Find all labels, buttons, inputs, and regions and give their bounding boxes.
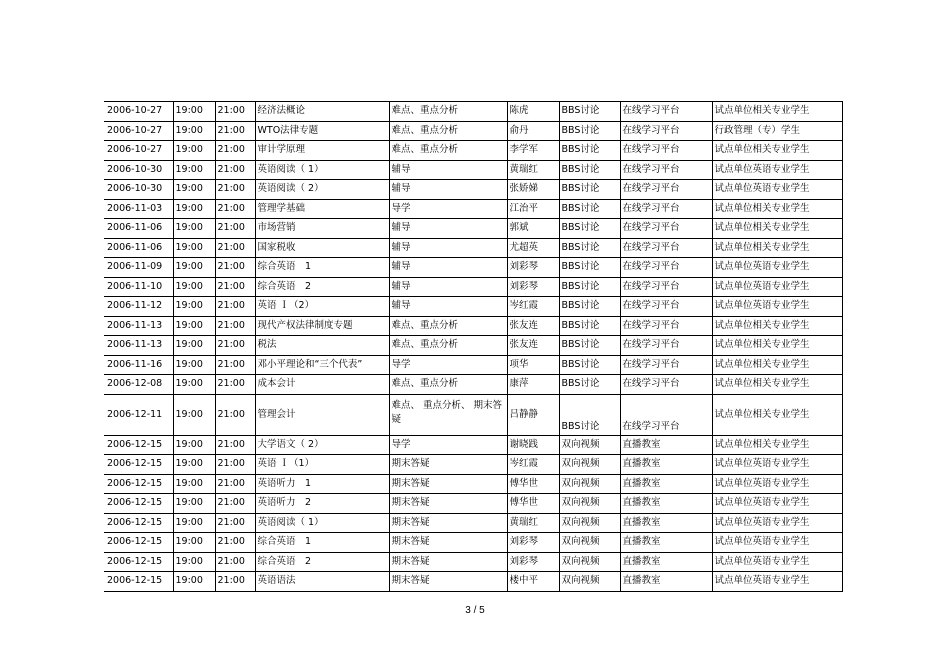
- date-cell: 2006-11-09: [104, 258, 173, 278]
- audience-cell: 试点单位英语专业学生: [712, 258, 842, 278]
- teacher-cell: 李学军: [507, 141, 559, 161]
- table-row: [104, 552, 842, 572]
- end-time-cell: 21:00: [215, 102, 255, 122]
- teacher-cell: 张友连: [507, 336, 559, 356]
- end-time-cell: 21:00: [215, 180, 255, 200]
- course-cell: 大学语文（ 2）: [255, 435, 389, 455]
- table-row: [104, 513, 842, 533]
- audience-cell: 试点单位相关专业学生: [712, 141, 842, 161]
- date-cell: 2006-11-12: [104, 297, 173, 317]
- audience-cell: 试点单位英语专业学生: [712, 180, 842, 200]
- page-number: 3 / 5: [465, 605, 485, 616]
- date-cell: 2006-11-13: [104, 316, 173, 336]
- method-cell: 双向视频: [559, 474, 620, 494]
- course-cell: 英语 Ｉ（1）: [255, 455, 389, 475]
- end-time-cell: 21:00: [215, 513, 255, 533]
- date-cell: 2006-12-15: [104, 513, 173, 533]
- method-cell: 双向视频: [559, 513, 620, 533]
- date-cell: 2006-12-15: [104, 572, 173, 592]
- method-cell: 双向视频: [559, 552, 620, 572]
- audience-cell: 试点单位相关专业学生: [712, 336, 842, 356]
- audience-cell: 行政管理（专）学生: [712, 121, 842, 141]
- date-cell: 2006-12-15: [104, 552, 173, 572]
- teacher-cell: 康萍: [507, 375, 559, 395]
- end-time-cell: 21:00: [215, 121, 255, 141]
- content-cell: 期末答疑: [389, 474, 507, 494]
- method-cell: BBS讨论: [559, 336, 620, 356]
- course-cell: 管理会计: [255, 394, 389, 435]
- venue-cell: 直播教室: [620, 513, 712, 533]
- audience-cell: 试点单位相关专业学生: [712, 375, 842, 395]
- start-time-cell: 19:00: [173, 474, 215, 494]
- audience-cell: 试点单位英语专业学生: [712, 297, 842, 317]
- content-cell: 难点、 重点分析、 期末答疑: [389, 394, 507, 435]
- end-time-cell: 21:00: [215, 455, 255, 475]
- table-row: [104, 394, 842, 435]
- end-time-cell: 21:00: [215, 336, 255, 356]
- start-time-cell: 19:00: [173, 572, 215, 592]
- table-row: [104, 455, 842, 475]
- audience-cell: 试点单位相关专业学生: [712, 316, 842, 336]
- method-cell: 双向视频: [559, 533, 620, 553]
- end-time-cell: 21:00: [215, 375, 255, 395]
- venue-cell: 在线学习平台: [620, 375, 712, 395]
- content-cell: 难点、重点分析: [389, 316, 507, 336]
- method-cell: BBS讨论: [559, 121, 620, 141]
- date-cell: 2006-11-06: [104, 219, 173, 239]
- teacher-cell: 吕静静: [507, 394, 559, 435]
- teacher-cell: 刘彩琴: [507, 277, 559, 297]
- course-cell: 成本会计: [255, 375, 389, 395]
- teacher-cell: 傅华世: [507, 494, 559, 514]
- course-cell: 综合英语 1: [255, 258, 389, 278]
- course-cell: 综合英语 2: [255, 552, 389, 572]
- date-cell: 2006-12-15: [104, 455, 173, 475]
- course-cell: WTO法律专题: [255, 121, 389, 141]
- teacher-cell: 楼中平: [507, 572, 559, 592]
- audience-cell: 试点单位英语专业学生: [712, 160, 842, 180]
- table-row: [104, 141, 842, 161]
- teacher-cell: 岑红霞: [507, 297, 559, 317]
- end-time-cell: 21:00: [215, 199, 255, 219]
- venue-cell: 直播教室: [620, 552, 712, 572]
- course-cell: 英语语法: [255, 572, 389, 592]
- content-cell: 期末答疑: [389, 552, 507, 572]
- audience-cell: 试点单位英语专业学生: [712, 552, 842, 572]
- venue-cell: 在线学习平台: [620, 336, 712, 356]
- table-row: [104, 277, 842, 297]
- venue-cell: 在线学习平台: [620, 121, 712, 141]
- method-cell: BBS讨论: [559, 199, 620, 219]
- end-time-cell: 21:00: [215, 394, 255, 435]
- table-row: [104, 474, 842, 494]
- table-row: [104, 160, 842, 180]
- end-time-cell: 21:00: [215, 435, 255, 455]
- method-cell: BBS讨论: [559, 258, 620, 278]
- teacher-cell: 郭斌: [507, 219, 559, 239]
- content-cell: 辅导: [389, 277, 507, 297]
- course-cell: 英语 Ｉ（2）: [255, 297, 389, 317]
- start-time-cell: 19:00: [173, 455, 215, 475]
- content-cell: 难点、重点分析: [389, 375, 507, 395]
- date-cell: 2006-12-15: [104, 533, 173, 553]
- course-cell: 英语阅读（ 2）: [255, 180, 389, 200]
- date-cell: 2006-11-06: [104, 238, 173, 258]
- course-cell: 经济法概论: [255, 102, 389, 122]
- end-time-cell: 21:00: [215, 258, 255, 278]
- date-cell: 2006-10-27: [104, 141, 173, 161]
- teacher-cell: 张友连: [507, 316, 559, 336]
- end-time-cell: 21:00: [215, 238, 255, 258]
- end-time-cell: 21:00: [215, 572, 255, 592]
- date-cell: 2006-12-11: [104, 394, 173, 435]
- audience-cell: 试点单位英语专业学生: [712, 474, 842, 494]
- course-cell: 英语听力 1: [255, 474, 389, 494]
- audience-cell: 试点单位相关专业学生: [712, 355, 842, 375]
- content-cell: 辅导: [389, 180, 507, 200]
- venue-cell: 在线学习平台: [620, 219, 712, 239]
- method-cell: BBS讨论: [559, 238, 620, 258]
- method-cell: BBS讨论: [559, 316, 620, 336]
- schedule-table: [104, 101, 843, 592]
- venue-cell: 在线学习平台: [620, 238, 712, 258]
- teacher-cell: 刘彩琴: [507, 533, 559, 553]
- table-row: [104, 533, 842, 553]
- start-time-cell: 19:00: [173, 336, 215, 356]
- course-cell: 市场营销: [255, 219, 389, 239]
- method-cell: BBS讨论: [559, 219, 620, 239]
- teacher-cell: 尤超英: [507, 238, 559, 258]
- content-cell: 难点、重点分析: [389, 121, 507, 141]
- table-row: [104, 316, 842, 336]
- teacher-cell: 陈虎: [507, 102, 559, 122]
- venue-cell: 在线学习平台: [620, 316, 712, 336]
- content-cell: 辅导: [389, 238, 507, 258]
- table-row: [104, 494, 842, 514]
- start-time-cell: 19:00: [173, 435, 215, 455]
- method-cell: BBS讨论: [559, 277, 620, 297]
- method-cell: BBS讨论: [559, 160, 620, 180]
- start-time-cell: 19:00: [173, 513, 215, 533]
- teacher-cell: 谢晓践: [507, 435, 559, 455]
- course-cell: 英语阅读（ 1）: [255, 513, 389, 533]
- audience-cell: 试点单位英语专业学生: [712, 533, 842, 553]
- end-time-cell: 21:00: [215, 474, 255, 494]
- end-time-cell: 21:00: [215, 160, 255, 180]
- venue-cell: 在线学习平台: [620, 355, 712, 375]
- content-cell: 期末答疑: [389, 513, 507, 533]
- start-time-cell: 19:00: [173, 160, 215, 180]
- course-cell: 管理学基础: [255, 199, 389, 219]
- teacher-cell: 刘彩琴: [507, 552, 559, 572]
- table-row: [104, 572, 842, 592]
- venue-cell: 直播教室: [620, 533, 712, 553]
- audience-cell: 试点单位英语专业学生: [712, 494, 842, 514]
- audience-cell: 试点单位英语专业学生: [712, 572, 842, 592]
- table-row: [104, 102, 842, 122]
- content-cell: 期末答疑: [389, 533, 507, 553]
- method-cell: 双向视频: [559, 455, 620, 475]
- audience-cell: 试点单位相关专业学生: [712, 435, 842, 455]
- venue-cell: 在线学习平台: [620, 258, 712, 278]
- date-cell: 2006-11-16: [104, 355, 173, 375]
- method-cell: 双向视频: [559, 435, 620, 455]
- date-cell: 2006-12-08: [104, 375, 173, 395]
- table-row: [104, 238, 842, 258]
- content-cell: 辅导: [389, 219, 507, 239]
- content-cell: 辅导: [389, 160, 507, 180]
- end-time-cell: 21:00: [215, 494, 255, 514]
- start-time-cell: 19:00: [173, 375, 215, 395]
- date-cell: 2006-10-27: [104, 121, 173, 141]
- method-cell: BBS讨论: [559, 102, 620, 122]
- end-time-cell: 21:00: [215, 355, 255, 375]
- table-row: [104, 355, 842, 375]
- venue-cell: 在线学习平台: [620, 102, 712, 122]
- course-cell: 国家税收: [255, 238, 389, 258]
- start-time-cell: 19:00: [173, 494, 215, 514]
- start-time-cell: 19:00: [173, 102, 215, 122]
- method-cell: BBS讨论: [559, 375, 620, 395]
- end-time-cell: 21:00: [215, 219, 255, 239]
- course-cell: 邓小平理论和“三个代表”: [255, 355, 389, 375]
- venue-cell: 在线学习平台: [620, 160, 712, 180]
- content-cell: 辅导: [389, 297, 507, 317]
- content-cell: 难点、重点分析: [389, 102, 507, 122]
- end-time-cell: 21:00: [215, 533, 255, 553]
- method-cell: BBS讨论: [559, 297, 620, 317]
- date-cell: 2006-10-30: [104, 160, 173, 180]
- teacher-cell: 傅华世: [507, 474, 559, 494]
- table-row: [104, 180, 842, 200]
- date-cell: 2006-11-03: [104, 199, 173, 219]
- course-cell: 英语听力 2: [255, 494, 389, 514]
- date-cell: 2006-12-15: [104, 435, 173, 455]
- table-row: [104, 199, 842, 219]
- end-time-cell: 21:00: [215, 297, 255, 317]
- table-row: [104, 297, 842, 317]
- teacher-cell: 黄瑞红: [507, 513, 559, 533]
- schedule-body: [104, 102, 842, 592]
- start-time-cell: 19:00: [173, 355, 215, 375]
- audience-cell: 试点单位相关专业学生: [712, 219, 842, 239]
- date-cell: 2006-11-10: [104, 277, 173, 297]
- end-time-cell: 21:00: [215, 552, 255, 572]
- table-row: [104, 121, 842, 141]
- method-cell: BBS讨论: [559, 180, 620, 200]
- venue-cell: 直播教室: [620, 494, 712, 514]
- venue-cell: 直播教室: [620, 572, 712, 592]
- method-cell: BBS讨论: [559, 355, 620, 375]
- start-time-cell: 19:00: [173, 238, 215, 258]
- start-time-cell: 19:00: [173, 297, 215, 317]
- method-cell: BBS讨论: [559, 141, 620, 161]
- course-cell: 税法: [255, 336, 389, 356]
- content-cell: 导学: [389, 435, 507, 455]
- content-cell: 期末答疑: [389, 572, 507, 592]
- start-time-cell: 19:00: [173, 552, 215, 572]
- start-time-cell: 19:00: [173, 180, 215, 200]
- venue-cell: 直播教室: [620, 474, 712, 494]
- date-cell: 2006-12-15: [104, 474, 173, 494]
- end-time-cell: 21:00: [215, 316, 255, 336]
- start-time-cell: 19:00: [173, 533, 215, 553]
- course-cell: 现代产权法律制度专题: [255, 316, 389, 336]
- venue-cell: 在线学习平台: [620, 394, 712, 435]
- teacher-cell: 黄瑞红: [507, 160, 559, 180]
- venue-cell: 在线学习平台: [620, 199, 712, 219]
- end-time-cell: 21:00: [215, 141, 255, 161]
- method-cell: 双向视频: [559, 572, 620, 592]
- audience-cell: 试点单位相关专业学生: [712, 102, 842, 122]
- course-cell: 审计学原理: [255, 141, 389, 161]
- table-row: [104, 219, 842, 239]
- start-time-cell: 19:00: [173, 219, 215, 239]
- venue-cell: 直播教室: [620, 435, 712, 455]
- teacher-cell: 岑红霞: [507, 455, 559, 475]
- content-cell: 导学: [389, 355, 507, 375]
- audience-cell: 试点单位相关专业学生: [712, 394, 842, 435]
- start-time-cell: 19:00: [173, 316, 215, 336]
- date-cell: 2006-11-13: [104, 336, 173, 356]
- content-cell: 难点、重点分析: [389, 336, 507, 356]
- content-cell: 难点、重点分析: [389, 141, 507, 161]
- course-cell: 英语阅读（ 1）: [255, 160, 389, 180]
- teacher-cell: 俞丹: [507, 121, 559, 141]
- course-cell: 综合英语 2: [255, 277, 389, 297]
- date-cell: 2006-10-27: [104, 102, 173, 122]
- table-row: [104, 435, 842, 455]
- venue-cell: 在线学习平台: [620, 297, 712, 317]
- start-time-cell: 19:00: [173, 121, 215, 141]
- start-time-cell: 19:00: [173, 258, 215, 278]
- start-time-cell: 19:00: [173, 394, 215, 435]
- table-row: [104, 336, 842, 356]
- date-cell: 2006-12-15: [104, 494, 173, 514]
- table-row: [104, 375, 842, 395]
- audience-cell: 试点单位英语专业学生: [712, 277, 842, 297]
- start-time-cell: 19:00: [173, 277, 215, 297]
- venue-cell: 在线学习平台: [620, 277, 712, 297]
- audience-cell: 试点单位相关专业学生: [712, 238, 842, 258]
- teacher-cell: 项华: [507, 355, 559, 375]
- content-cell: 辅导: [389, 258, 507, 278]
- venue-cell: 在线学习平台: [620, 141, 712, 161]
- venue-cell: 直播教室: [620, 455, 712, 475]
- audience-cell: 试点单位相关专业学生: [712, 199, 842, 219]
- date-cell: 2006-10-30: [104, 180, 173, 200]
- content-cell: 期末答疑: [389, 494, 507, 514]
- audience-cell: 试点单位英语专业学生: [712, 455, 842, 475]
- end-time-cell: 21:00: [215, 277, 255, 297]
- course-cell: 综合英语 1: [255, 533, 389, 553]
- teacher-cell: 张娇娣: [507, 180, 559, 200]
- table-row: [104, 258, 842, 278]
- method-cell: BBS讨论: [559, 394, 620, 435]
- content-cell: 导学: [389, 199, 507, 219]
- method-cell: 双向视频: [559, 494, 620, 514]
- teacher-cell: 刘彩琴: [507, 258, 559, 278]
- start-time-cell: 19:00: [173, 141, 215, 161]
- audience-cell: 试点单位英语专业学生: [712, 513, 842, 533]
- venue-cell: 在线学习平台: [620, 180, 712, 200]
- teacher-cell: 江治平: [507, 199, 559, 219]
- start-time-cell: 19:00: [173, 199, 215, 219]
- content-cell: 期末答疑: [389, 455, 507, 475]
